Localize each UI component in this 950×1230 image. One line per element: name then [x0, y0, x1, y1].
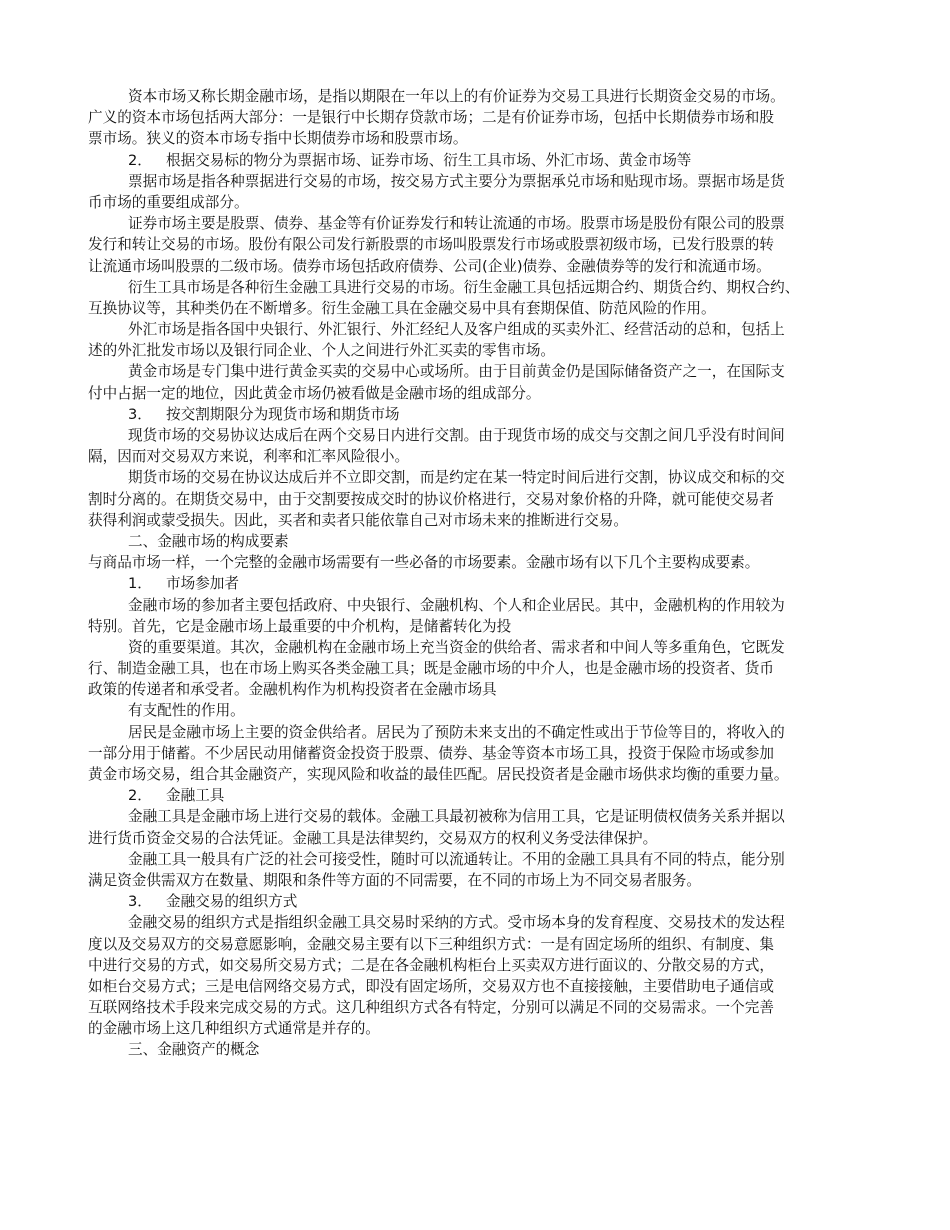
- section-number: 2．: [128, 787, 152, 805]
- text-line: 期货市场的交易在协议达成后并不立即交割，而是约定在某一特定时间后进行交割，协议成交和标的交: [128, 469, 785, 487]
- text-line: 金融市场的参加者主要包括政府、中央银行、金融机构、个人和企业居民。其中，金融机构的作用较为: [128, 596, 785, 614]
- section-heading: [88, 785, 873, 806]
- text-line: 度以及交易双方的交易意愿影响，金融交易主要有以下三种组织方式：一是有固定场所的组织、有制度、集: [88, 935, 774, 953]
- document-body: [88, 86, 873, 1061]
- section-title: 按交割期限分为现货市场和期货市场: [166, 405, 400, 423]
- text-line: 币市场的重要组成部分。: [88, 193, 249, 211]
- section-heading: [88, 891, 873, 912]
- text-line: 付中占据一定的地位，因此黄金市场仍被看做是金融市场的组成部分。: [88, 384, 541, 402]
- section-number: 1．: [128, 575, 152, 593]
- text-line: 行、制造金融工具，也在市场上购买各类金融工具；既是金融市场的中介人，也是金融市场的投资者、货币: [88, 660, 774, 678]
- text-line: 外汇市场是指各国中央银行、外汇银行、外汇经纪人及客户组成的买卖外汇、经营活动的总和，包括上: [128, 321, 785, 339]
- text-line: 述的外汇批发市场以及银行同企业、个人之间进行外汇买卖的零售市场。: [88, 342, 556, 360]
- text-line: 互联网络技术手段来完成交易的方式。这几种组织方式各有特定，分别可以满足不同的交易需求。一个完善: [88, 999, 774, 1017]
- section-number: 3．: [128, 893, 152, 911]
- text-line: 与商品市场一样，一个完整的金融市场需要有一些必备的市场要素。金融市场有以下几个主要构成要素。: [88, 554, 760, 572]
- text-line: 票据市场是指各种票据进行交易的市场，按交易方式主要分为票据承兑市场和贴现市场。票据市场是货: [128, 172, 785, 190]
- text-line: 广义的资本市场包括两大部分：一是银行中长期存贷款市场；二是有价证券市场，包括中长期债券市场和股: [88, 109, 774, 127]
- text-line: 金融交易的组织方式是指组织金融工具交易时采纳的方式。受市场本身的发育程度、交易技术的发达程: [128, 914, 785, 932]
- text-line: 获得利润或蒙受损失。因此，买者和卖者只能依靠自己对市场未来的推断进行交易。: [88, 511, 628, 529]
- text-line: 金融工具一般具有广泛的社会可接受性，随时可以流通转让。不用的金融工具具有不同的特点，能分别: [128, 850, 785, 868]
- section-number: 3．: [128, 405, 152, 423]
- text-line: 现货市场的交易协议达成后在两个交易日内进行交割。由于现货市场的成交与交割之间几乎没有时间间: [128, 427, 785, 444]
- section-title: 金融工具: [166, 787, 225, 805]
- text-line: 政策的传递者和承受者。金融机构作为机构投资者在金融市场具: [88, 681, 497, 699]
- text-line: 一部分用于储蓄。不少居民动用储蓄资金投资于股票、债券、基金等资本市场工具，投资于保险市场或参加: [88, 744, 774, 762]
- text-line: 居民是金融市场上主要的资金供给者。居民为了预防未来支出的不确定性或出于节俭等目的，将收入的: [128, 723, 785, 741]
- text-line: 特别。首先，它是金融市场上最重要的中介机构，是储蓄转化为投: [88, 617, 512, 635]
- text-line: 票市场。狭义的资本市场专指中长期债券市场和股票市场。: [88, 130, 468, 148]
- text-line: 割时分离的。在期货交易中，由于交割要按成交时的协议价格进行，交易对象价格的升降，就可能使交易者: [88, 490, 774, 508]
- text-line: 证券市场主要是股票、债券、基金等有价证券发行和转让流通的市场。股票市场是股份有限公司的股票: [128, 215, 785, 233]
- text-line: 发行和转让交易的市场。股份有限公司发行新股票的市场叫股票发行市场或股票初级市场，已发行股票的转: [88, 236, 774, 254]
- text-line: 中进行交易的方式，如交易所交易方式；二是在各金融机构柜台上买卖双方进行面议的、分散交易的方式，: [88, 956, 774, 974]
- text-line: 有支配性的作用。: [128, 702, 245, 720]
- section-heading: [88, 404, 873, 425]
- text-line: 资本市场又称长期金融市场，是指以期限在一年以上的有价证券为交易工具进行长期资金交易的市场。: [128, 88, 785, 105]
- text-line: 金融工具是金融市场上进行交易的载体。金融工具最初被称为信用工具，它是证明债权债务关系并据以: [128, 808, 785, 826]
- text-line: 满足资金供需双方在数量、期限和条件等方面的不同需要，在不同的市场上为不同交易者服务。: [88, 871, 701, 889]
- section-title: 市场参加者: [166, 575, 239, 593]
- section-title: 金融交易的组织方式: [166, 893, 298, 911]
- text-line: 让流通市场叫股票的二级市场。债券市场包括政府债券、公司(企业)债券、金融债券等的发行和流通市场。: [88, 257, 771, 275]
- text-line: 隔，因而对交易双方来说，利率和汇率风险很小。: [88, 448, 410, 466]
- text-line: 互换协议等，其种类仍在不断增多。衍生金融工具在金融交易中具有套期保值、防范风险的作用。: [88, 299, 716, 317]
- section-heading: [88, 573, 873, 594]
- section-number: 2．: [128, 151, 152, 169]
- section-heading: [88, 150, 873, 171]
- chapter-heading: 二、金融市场的构成要素: [128, 532, 289, 550]
- text-line: 黄金市场交易，组合其金融资产，实现风险和收益的最佳匹配。居民投资者是金融市场供求均衡的重要力量。: [88, 766, 789, 783]
- text-line: 资的重要渠道。其次，金融机构在金融市场上充当资金的供给者、需求者和中间人等多重角色，它既发: [128, 638, 785, 656]
- chapter-heading: 三、金融资产的概念: [128, 1041, 260, 1059]
- text-line: 如柜台交易方式；三是电信网络交易方式，即没有固定场所，交易双方也不直接接触，主要借助电子通信或: [88, 977, 774, 995]
- text-line: 衍生工具市场是各种衍生金融工具进行交易的市场。衍生金融工具包括远期合约、期货合约、期权合约、: [128, 278, 800, 296]
- text-line: 进行货币资金交易的合法凭证。金融工具是法律契约，交易双方的权利义务受法律保护。: [88, 829, 658, 847]
- text-line: 黄金市场是专门集中进行黄金买卖的交易中心或场所。由于目前黄金仍是国际储备资产之一，在国际支: [128, 363, 785, 381]
- text-line: 的金融市场上这几种组织方式通常是并存的。: [88, 1020, 380, 1038]
- section-title: 根据交易标的物分为票据市场、证券市场、衍生工具市场、外汇市场、黄金市场等: [166, 151, 692, 169]
